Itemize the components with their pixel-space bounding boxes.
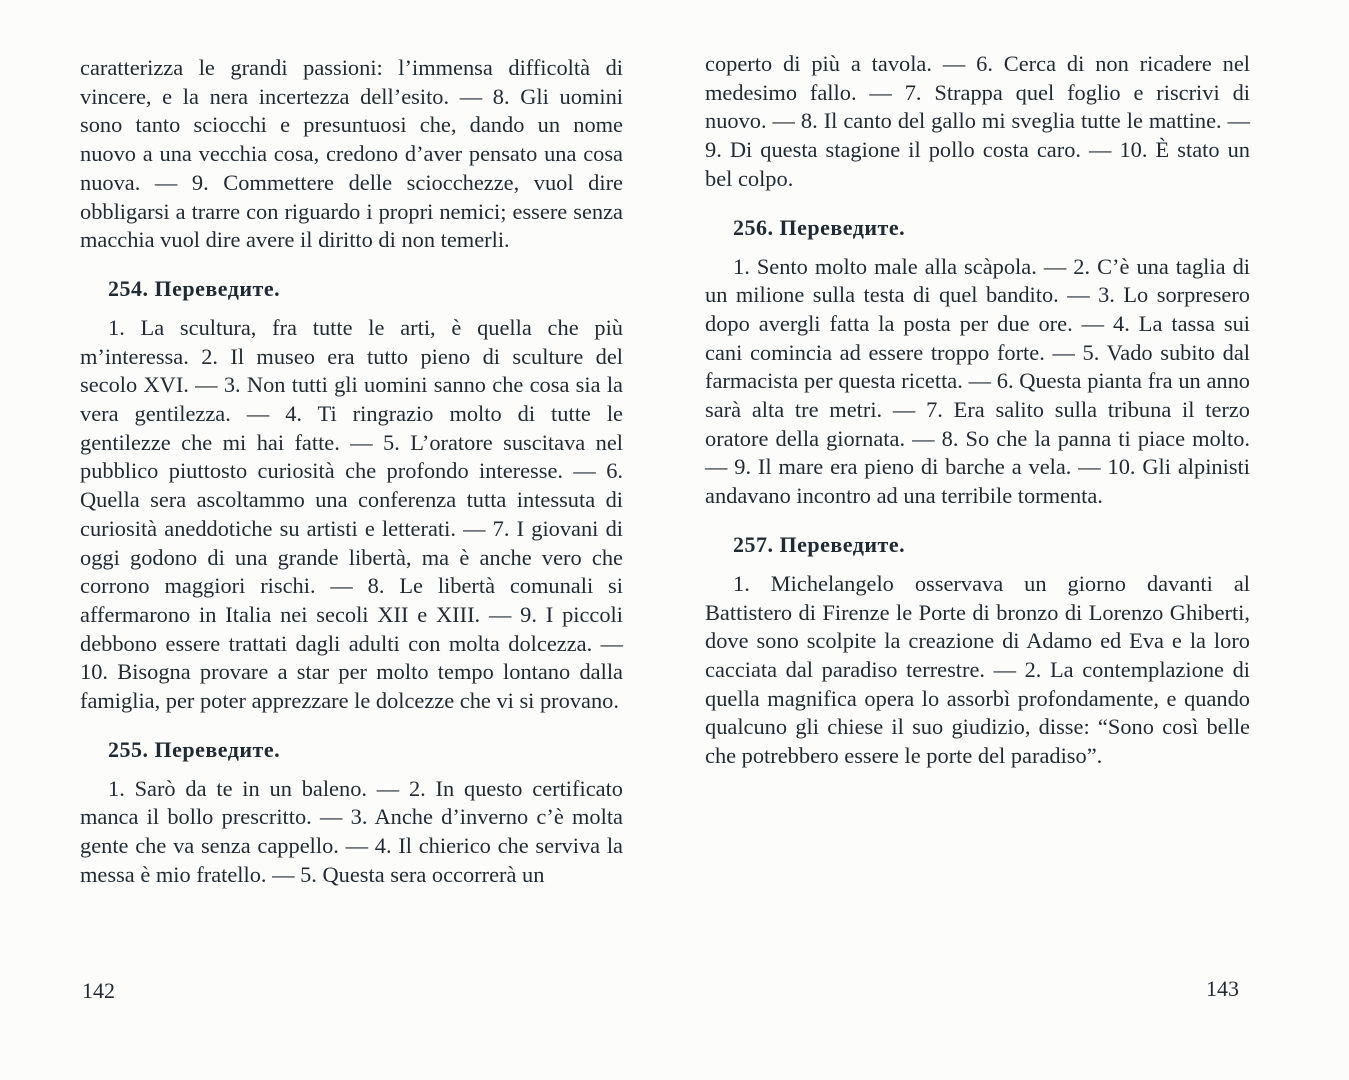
left-page-continuation-paragraph: caratterizza le grandi passioni: l’immensa difficoltà di vincere, e la nera incertezza dell’esito. — 8. Gli uomini sono tanto sciocchi e presuntuosi che, dando un nome nuovo a una vecchia cosa, credono d’aver pensato una cosa nuova. — 9. Commettere delle sciocchezze, vuol dire obbligarsi a trarre con riguardo i propri nemici; essere senza macchia vuol dire avere il diritto di non temerli. [80,55,623,253]
exercise-254-heading: 254. Переведите. [108,275,281,301]
exercise-256-heading: 256. Переведите. [733,214,906,240]
exercise-256-text: 1. Sento molto male alla scàpola. — 2. C’è una taglia di un milione sulla testa di quel bandito. — 3. Lo sorpresero dopo avergli fatta la posta per due ore. — 4. La tassa sui cani comincia ad essere troppo forte. — 5. Vado subito dal farmacista per questa ricetta. — 6. Questa pianta fra un anno sarà alta tre metri. — 7. Era salito sulla tribuna il terzo oratore della giornata. — 8. So che la panna ti piace molto. — 9. Il mare era pieno di barche a vela. — 10. Gli alpinisti andavano incontro ad una terribile tormenta. [705,253,1250,509]
left-page [0,0,674,1080]
left-page-text-column [80,54,623,890]
right-page-continuation-paragraph: coperto di più a tavola. — 6. Cerca di non ricadere nel medesimo fallo. — 7. Strappa quel foglio e riscrivi di nuovo. — 8. Il canto del gallo mi sveglia tutte le mattine. — 9. Di questa stagione il pollo costa caro. — 10. È stato un bel colpo. [705,51,1250,191]
exercise-254-text: 1. La scultura, fra tutte le arti, è quella che più m’interessa. 2. Il museo era tutto pieno di sculture del secolo XVI. — 3. Non tutti gli uomini sanno che cosa sia la vera gentilezza. — 4. Ti ringrazio molto di tutte le gentilezze che mi hai fatte. — 5. L’oratore suscitava nel pubblico piuttosto curiosità che profondo interesse. — 6. Quella sera ascoltammo una conferenza tutta intessuta di curiosità aneddotiche su artisti e letterati. — 7. I giovani di oggi godono di una grande libertà, ma è anche vero che corrono maggiori rischi. — 8. Le libertà comunali si affermarono in Italia nei secoli XII e XIII. — 9. I piccoli debbono essere trattati dagli adulti con molta dolcezza. — 10. Bisogna provare a star per molto tempo lontano dalla famiglia, per poter apprezzare le dolcezze che vi si provano. [80,314,623,714]
right-page [674,0,1349,1080]
exercise-255-heading: 255. Переведите. [108,736,281,762]
exercise-255-text: 1. Sarò da te in un baleno. — 2. In questo certificato manca il bollo prescritto. — 3. Anche d’inverno c’è molta gente che va senza cappello. — 4. Il chierico che serviva la messa è mio fratello. — 5. Questa sera occorrerà un [80,775,623,887]
right-page-text-column [705,50,1250,771]
exercise-257-text: 1. Michelangelo osservava un giorno davanti al Battistero di Firenze le Porte di bronzo di Lorenzo Ghiberti, dove sono scolpite la creazione di Adamo ed Eva e la loro cacciata dal paradiso terrestre. — 2. La contemplazione di quella magnifica opera lo assorbì profondamente, e quando qualcuno gli chiese il suo giudizio, disse: “Sono così belle che potrebbero essere le porte del paradiso”. [705,570,1250,769]
left-page-number: 142 [82,978,115,1003]
exercise-257-heading: 257. Переведите. [733,531,906,557]
right-page-number: 143 [1206,976,1239,1001]
